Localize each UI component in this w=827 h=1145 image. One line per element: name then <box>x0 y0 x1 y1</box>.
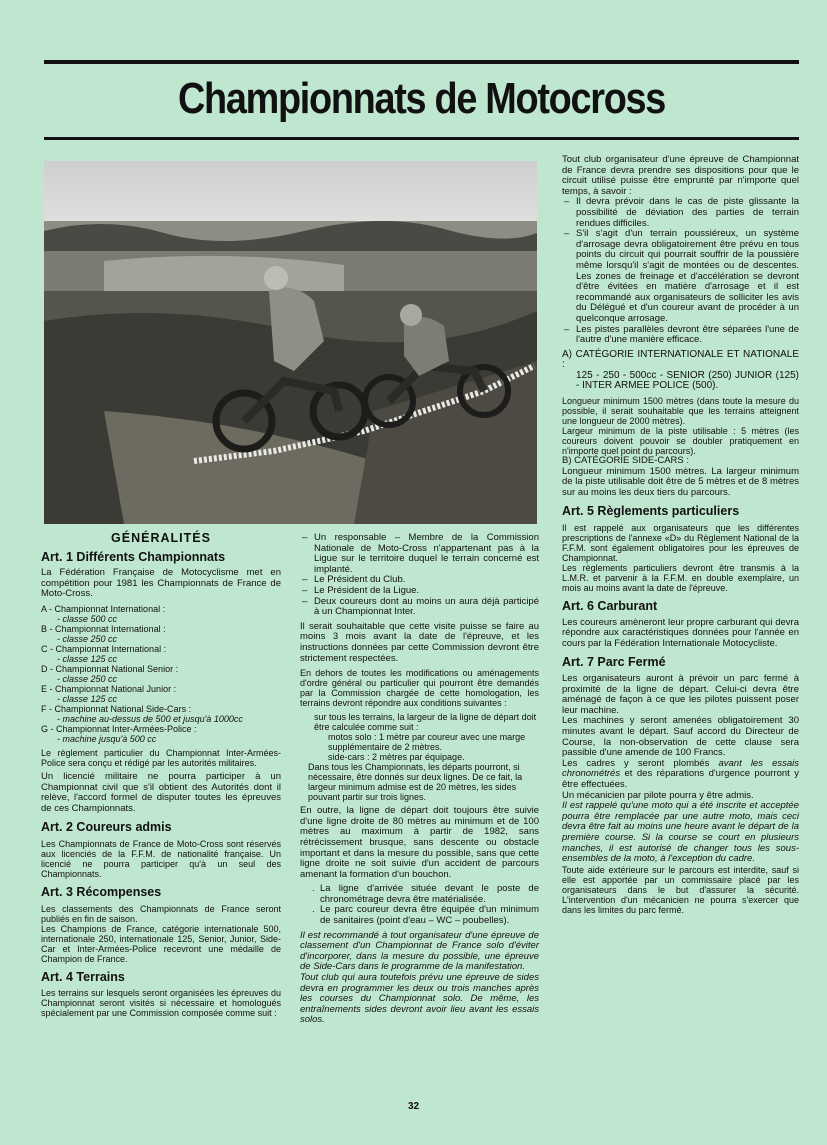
article-3-paragraph-2: Les Champions de France, catégorie internationale 500, internationale 250, internationale 125, Senior, Junior, Side-Car et Inter-Armées-Police recevront une médaille de Champion de France. <box>41 923 281 964</box>
class-capacity: - machine au-dessus de 500 et jusqu'à 1000cc <box>57 713 243 724</box>
article-1-intro: La Fédération Française de Motocyclisme met en compétition pour 1981 les Championnats de France de Moto-Cross. <box>41 567 281 600</box>
class-capacity: - classe 250 cc <box>57 633 118 644</box>
class-label: F - Championnat National Side-Cars : <box>41 703 192 714</box>
article-2-paragraph: Les Championnats de France de Moto-Cross sont réservés aux licenciés de la F.F.M. de nationalité française. Un licencié ne pourra participer qu'à un seul des Championnats. <box>41 838 281 879</box>
class-capacity: - classe 125 cc <box>57 653 118 664</box>
article-1-paragraph-3: Un licencié militaire ne pourra participer à un Championnat civil que s'il obtient des Autorités dont il relève, l'accord formel de disputer toutes les épreuves de ces Championnats. <box>41 770 281 814</box>
article-5-paragraph-1: Il est rappelé aux organisateurs que les différentes prescriptions de l'annexe «D» du Règlement National de la F.F.M. sont également obligatoires pour les épreuves de Championnat. <box>562 523 799 564</box>
article-7-paragraph-2: Les machines y seront amenées obligatoirement 30 minutes avant le départ. Sauf accord du Directeur de Course, la non-observation de cette clause sera passible d'une amende de 100 Francs. <box>562 715 799 759</box>
section-heading-generalites: GÉNÉRALITÉS <box>111 531 211 545</box>
class-capacity: - classe 500 cc <box>57 613 118 624</box>
terrain-conditions-list <box>300 712 539 802</box>
article-3-heading: Art. 3 Récompenses <box>41 884 162 899</box>
modifications-paragraph: En dehors de toutes les modifications ou aménagements d'ordre général ou particulier qui pourront être demandés par la Commission chargée de cette homologation, les terrains devront répondre aux conditions suivantes : <box>300 668 539 709</box>
article-1-heading: Art. 1 Différents Championnats <box>41 549 226 564</box>
list-item: – Un responsable – Membre de la Commission Nationale de Moto-Cross n'appartenant pas à la Ligue sur le territoire duquel le terrain concerné est implanté. <box>300 533 539 575</box>
page-number: 32 <box>407 1101 420 1112</box>
finish-line-list <box>300 884 539 926</box>
article-7-paragraph-5: Toute aide extérieure sur le parcours est interdite, sauf si elle est apportée par un commissaire placé par les organisateurs dans le but d'assurer la sécurité. L'intervention d'un mécanicien ne pourra s'exercer que dans les limites du parc fermé. <box>562 864 799 915</box>
class-label: E - Championnat National Junior : <box>41 683 177 694</box>
text-run: Les cadres y seront plombés <box>562 757 719 769</box>
category-a-classes: 125 - 250 - 500cc - SENIOR (250) JUNIOR (125) - INTER ARMEE POLICE (500). <box>576 369 799 392</box>
top-rule <box>44 60 799 64</box>
motocross-illustration <box>44 161 537 524</box>
class-label: D - Championnat National Senior : <box>41 663 179 674</box>
text-run-italic: avant les essais chronométrés <box>562 757 800 780</box>
article-7-italic: Il est rappelé qu'une moto qui a été inscrite et acceptée pourra être remplacée par une autre moto, mais ceci devra être fait au moins une heure avant le départ de la première course. Si la course se court en plusieurs manches, il est autorisé de changer tous les sous-ensembles de la moto, à l'exception du cadre. <box>562 800 799 865</box>
circuit-intro-paragraph: Tout club organisateur d'une épreuve de Championnat de France devra prendre ses dispositions pour que le circuit utilisé puisse être emprunté par n'importe quel temps, à savoir : <box>562 154 799 197</box>
sidecar-italic: Tout club qui aura toutefois prévu une épreuve de sides devra en programmer les deux ou trois manches après les courses du Championnat solo. De même, les entraînements sides devront avoir lieu avant les essais solos. <box>300 972 539 1026</box>
list-item: – Il devra prévoir dans le cas de piste glissante la possibilité de déviation des parties de terrain rendues difficiles. <box>562 197 799 229</box>
article-7-paragraph-3 <box>562 759 799 791</box>
list-item: – Le Président de la Ligue. <box>300 586 539 597</box>
article-3-paragraph-1: Les classements des Championnats de France seront publiés en fin de saison. <box>41 903 281 924</box>
text-run: et des réparations d'urgence pourront y être effectuées. <box>562 768 799 790</box>
column-1 <box>41 533 281 1022</box>
category-b-heading: B) CATÉGORIE SIDE-CARS : <box>562 455 690 467</box>
list-item: Dans tous les Championnats, les départs pourront, si nécessaire, être donnés sur deux lignes. De ce fait, la largeur minimum admise est de 20 mètres, les sides pouvant partir sur trois lignes. <box>308 762 523 803</box>
category-a-heading: A) CATÉGORIE INTERNATIONALE ET NATIONALE : <box>562 348 799 371</box>
article-4-paragraph: Les terrains sur lesquels seront organisées les épreuves du Championnat seront visités si nécessaire et homologués spécialement par une Commission composée comme suit : <box>41 988 281 1019</box>
article-7-heading: Art. 7 Parc Fermé <box>562 655 666 670</box>
column-2 <box>300 533 539 1030</box>
recommendation-italic: Il est recommandé à tout organisateur d'une épreuve de classement d'un Championnat de France solo d'éviter d'incorporer, dans la mesure du possible, une épreuve de Side-Cars dans le programme de la manifestation. <box>300 929 539 973</box>
list-item: – Les pistes parallèles devront être séparées l'une de l'autre d'une manière efficace. <box>562 325 799 346</box>
list-item: – Deux coureurs dont au moins un aura déjà participé à un Championnat Inter. <box>300 597 539 618</box>
list-item: – Le Président du Club. <box>300 575 539 586</box>
article-6-heading: Art. 6 Carburant <box>562 599 658 614</box>
list-item: . Le parc coureur devra être équipée d'un minimum de sanitaires (point d'eau – WC – poubelles). <box>300 905 539 926</box>
commission-member-list <box>300 533 539 618</box>
motocross-photo <box>44 161 537 524</box>
article-5-paragraph-2: Les règlements particuliers devront être transmis à la L.M.R. et parvenir à la F.F.M. en double exemplaire, un mois au moins avant la date de l'épreuve. <box>562 563 799 594</box>
page-title: Championnats de Motocross <box>177 74 666 123</box>
category-b-paragraph: Longueur minimum 1500 mètres. La largeur minimum de la piste utilisable doit être de 5 mètres et de 8 mètres sur au moins les deux tiers du parcours. <box>562 465 799 498</box>
circuit-dispositions-list <box>562 197 799 345</box>
class-label: B - Championnat International : <box>41 623 166 634</box>
category-a-width: Largeur minimum de la piste utilisable : 5 mètres (les coureurs doivent pouvoir se doubler pratiquement en n'importe quel point du parcours). <box>562 426 799 457</box>
class-capacity: - classe 125 cc <box>57 693 118 704</box>
class-capacity: - machine jusqu'à 500 cc <box>57 733 157 744</box>
class-label: C - Championnat International : <box>41 643 167 654</box>
list-item: – S'il s'agit d'un terrain poussiéreux, un système d'arrosage devra obligatoirement être prévu en tous points du circuit qui pourrait souffrir de la poussière même lorsqu'il s'agit de montées ou de descentes. Les zones de freinage et d'accélération se devront d'être évitées en matière d'arrosage et il est recommandé aux organisateurs de solliciter les avis du Délégué et d'un coureur avant de procéder à un quelconque arrosage. <box>562 229 799 324</box>
article-7-paragraph-1: Les organisateurs auront à prévoir un parc fermé à proximité de la ligne de départ. Celui-ci devra être aménagé de façon à ce que les pilotes puissent poser leur machine. <box>562 673 799 716</box>
article-7-paragraph-4: Un mécanicien par pilote pourra y être admis. <box>562 789 754 801</box>
article-2-heading: Art. 2 Coureurs admis <box>41 820 172 835</box>
column-3 <box>562 155 799 919</box>
class-label: G - Championnat Inter-Armées-Police : <box>41 723 197 734</box>
article-6-paragraph: Les coureurs amèneront leur propre carburant qui devra répondre aux caractéristiques données pour l'année en cours par la Fédération Internationale Motocycliste. <box>562 616 799 649</box>
title-underline <box>44 137 799 140</box>
start-line-paragraph: En outre, la ligne de départ doit toujours être suivie d'une ligne droite de 80 mètres au minimum et de 100 mètres au maximum à partir de 1982, sans rétrécissement brusque, sans descente ou obstacle important et dans la mesure du possible, sans que cette ligne droite ne soit suivie d'un accident de parcours amenant la formation d'un bouchon. <box>300 805 539 880</box>
list-item: sur tous les terrains, la largeur de la ligne de départ doit être calculée comme suit : <box>314 712 537 733</box>
category-a-length: Longueur minimum 1500 mètres (dans toute la mesure du possible, il serait souhaitable que les terrains atteignent une longueur de 2000 mètres). <box>562 396 799 427</box>
list-item: motos solo : 1 mètre par coureur avec une marge supplémentaire de 2 mètres. <box>328 732 526 753</box>
championship-class-list <box>41 604 281 744</box>
article-4-heading: Art. 4 Terrains <box>41 969 125 984</box>
class-capacity: - classe 250 cc <box>57 673 118 684</box>
visit-paragraph: Il serait souhaitable que cette visite puisse se faire au moins 3 mois avant la date de l'épreuve, et les instructions données par cette Commission devront être strictement respectées. <box>300 620 539 664</box>
class-label: A - Championnat International : <box>41 603 166 614</box>
article-1-paragraph-2: Le règlement particulier du Championnat Inter-Armées-Police sera conçu et rédigé par les autorités militaires. <box>41 747 281 768</box>
list-item: side-cars : 2 mètres par équipage. <box>328 752 465 763</box>
article-5-heading: Art. 5 Règlements particuliers <box>562 504 740 519</box>
list-item: . La ligne d'arrivée située devant le poste de chronométrage devra être matérialisée. <box>300 884 539 905</box>
